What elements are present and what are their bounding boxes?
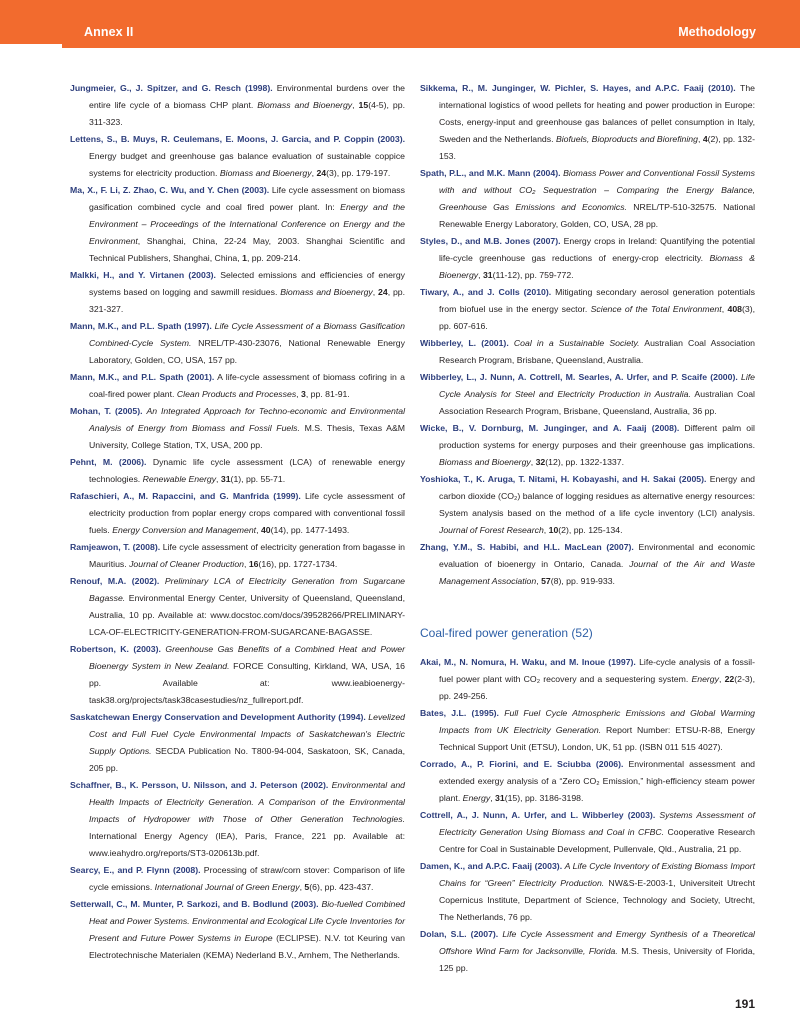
reference-text: Environmental burdens over the entire life cycle of a biomass CHP plant. [89, 83, 405, 110]
reference-text: Energy budget and greenhouse gas balance evaluation of sustainable coppice systems for electricity production. [89, 151, 405, 178]
reference-text: , Shanghai, China, 22-24 May, 2003. Shanghai Scientific and Technical Publishers, Shanghai, China, [89, 236, 405, 263]
reference-title: Coal in a Sustainable Society. [513, 338, 640, 348]
reference-text: , [536, 576, 542, 586]
reference-text: , [244, 559, 249, 569]
reference-author: Jungmeier, G., J. Spitzer, and G. Resch (1998). [70, 83, 273, 93]
reference-text: (16), pp. 1727-1734. [258, 559, 338, 569]
reference-text: Environmental assessment and extended exergy analysis of a “Zero CO₂ Emission,” high-efficiency steam power plant. [439, 759, 756, 803]
reference-entry [70, 267, 405, 318]
reference-text: , [299, 882, 305, 892]
reference-text: , [256, 525, 261, 535]
reference-title: An Integrated Approach for Techno-economic and Environmental Analysis of Energy from Biomass and Fossil Fuels. [89, 406, 405, 433]
reference-author: Yoshioka, T., K. Aruga, T. Nitami, H. Kobayashi, and H. Sakai (2005). [420, 474, 707, 484]
reference-volume: 4 [702, 134, 708, 144]
coal-reference-list [420, 654, 755, 977]
reference-text: (15), pp. 3186-3198. [504, 793, 584, 803]
reference-text: Australian Coal Association Research Program, Brisbane, Queensland, Australia. [439, 338, 756, 365]
reference-entry [70, 454, 405, 488]
reference-title: Biofuels, Bioproducts and Biorefining [555, 134, 698, 144]
reference-title: Biomass & Bioenergy [439, 253, 755, 280]
reference-author: Mann, M.K., and P.L. Spath (2001). [70, 372, 215, 382]
reference-text: FORCE Consulting, Kirkland, WA, USA, 16 pp. Available at: www.ieabioenergy-task38.org/projects/task38casestudies/nz_fullreport.pdf. [89, 661, 405, 705]
reference-text: Selected emissions and efficiencies of energy systems based on logging and sawmill residues. [89, 270, 405, 297]
reference-text: (ECLIPSE). N.V. tot Keuring van Electrotechnische Materialen (KEMA) Nederland B.V., Arnhem, The Netherlands. [89, 933, 406, 960]
reference-title: Energy Conversion and Management [112, 525, 257, 535]
reference-author: Wicke, B., V. Dornburg, M. Junginger, and A. Faaij (2008). [420, 423, 680, 433]
reference-text: Processing of straw/corn stover: Comparison of life cycle emissions. [89, 865, 405, 892]
reference-text: NREL/TP-430-23076, National Renewable Energy Laboratory, Golden, CO, USA, 157 pp. [89, 338, 405, 365]
reference-entry [420, 858, 755, 926]
reference-entry [70, 80, 405, 131]
reference-text: The international logistics of wood pellets for heating and power production in Europe: Costs, energy-input and greenhouse gas balances of pellet consumption in Italy, Sweden and the Netherlands. [439, 83, 755, 144]
section-heading: Coal-fired power generation (52) [420, 626, 593, 640]
reference-text: Environmental Energy Center, University of Queensland, Queensland, Australia, 10 pp. Available at: www.docstoc.com/docs/39528266/PRELIMINARY-LCA-OF-ELECTRICITY-GENERATION-FROM-SUGARCANE-BAGASSE. [89, 593, 405, 637]
reference-text: (3), pp. 179-197. [326, 168, 391, 178]
reference-title: Life Cycle Assessment and Emergy Synthesis of a Theoretical Offshore Wind Farm for Jacksonville, Florida. [439, 929, 755, 956]
reference-volume: 16 [248, 559, 259, 569]
reference-entry [70, 488, 405, 539]
reference-text: , [490, 793, 496, 803]
reference-text: (3), pp. 607-616. [439, 304, 756, 331]
reference-title: Science of the Total Environment [590, 304, 722, 314]
reference-text: (14), pp. 1477-1493. [270, 525, 350, 535]
reference-text: (6), pp. 423-437. [309, 882, 374, 892]
reference-text: NREL/TP-510-32575. National Renewable Energy Laboratory, Golden, CO, USA, 28 pp. [439, 202, 755, 229]
reference-title: A Life Cycle Inventory of Existing Biomass Import Chains for “Green” Electricity Production. [439, 861, 755, 888]
reference-text: Different palm oil production systems for energy purposes and their greenhouse gas implications. [439, 423, 755, 450]
reference-entry [70, 131, 405, 182]
reference-text: Life cycle assessment of electricity production from poplar energy crops compared with conventional fossil fuels. [89, 491, 405, 535]
header-annex-label: Annex II [84, 25, 134, 39]
reference-title: Biomass and Bioenergy [280, 287, 373, 297]
reference-entry [420, 335, 755, 369]
reference-text: , [372, 287, 379, 297]
reference-author: Pehnt, M. (2006). [70, 457, 147, 467]
reference-author: Mann, M.K., and P.L. Spath (1997). [70, 321, 212, 331]
reference-volume: 408 [727, 304, 742, 314]
reference-volume: 32 [535, 457, 546, 467]
reference-author: Zhang, Y.M., S. Habibi, and H.L. MacLean (2007). [420, 542, 634, 552]
reference-volume: 24 [316, 168, 327, 178]
reference-author: Damen, K., and A.P.C. Faaij (2003). [420, 861, 563, 871]
reference-text: , [311, 168, 317, 178]
reference-title: Biomass and Bioenergy [219, 168, 312, 178]
right-column [420, 80, 755, 977]
reference-title: International Journal of Green Energy [154, 882, 300, 892]
reference-entry [420, 539, 755, 590]
reference-text: M.S. Thesis, University of Florida, 125 pp. [439, 946, 755, 973]
reference-text: , [478, 270, 483, 280]
reference-author: Ramjeawon, T. (2008). [70, 542, 161, 552]
page-number: 191 [734, 997, 755, 1011]
reference-text: , [543, 525, 549, 535]
reference-author: Styles, D., and M.B. Jones (2007). [420, 236, 561, 246]
reference-entry [70, 182, 405, 267]
reference-author: Akai, M., N. Nomura, H. Waku, and M. Inoue (1997). [420, 657, 636, 667]
reference-author: Rafaschieri, A., M. Rapaccini, and G. Manfrida (1999). [70, 491, 301, 501]
reference-entry [420, 471, 755, 539]
reference-entry [70, 862, 405, 896]
reference-title: Greenhouse Gas Benefits of a Combined Heat and Power Bioenergy System in New Zealand. [89, 644, 405, 671]
reference-entry [420, 165, 755, 233]
reference-author: Wibberley, L., J. Nunn, A. Cottrell, M. Searles, A. Urfer, and P. Scaife (2000). [420, 372, 738, 382]
reference-text: , [718, 674, 725, 684]
reference-text: (2), pp. 132-153. [439, 134, 756, 161]
reference-volume: 3 [301, 389, 306, 399]
reference-entry [70, 896, 405, 964]
reference-entry [420, 80, 755, 165]
reference-title: Journal of the Air and Waste Management Association [439, 559, 755, 586]
reference-title: Energy [462, 793, 491, 803]
reference-text: Report Number: ETSU-R-88, Energy Technical Support Unit (ETSU), London, UK, 51 pp. (ISBN 011 515 4027). [439, 725, 756, 752]
reference-volume: 1 [242, 253, 247, 263]
reference-author: Robertson, K. (2003). [70, 644, 161, 654]
reference-entry [420, 807, 755, 858]
reference-text: Energy and carbon dioxide (CO₂) balance of logging residues as alternative energy resources: System analysis based on the method of a life cycle inventory (LCI) analysis. [439, 474, 755, 518]
header-tab-notch [0, 44, 62, 48]
reference-title: Life Cycle Analysis for Steel and Electricity Production in Australia. [439, 372, 755, 399]
reference-volume: 31 [482, 270, 493, 280]
reference-author: Malkki, H., and Y. Virtanen (2003). [70, 270, 216, 280]
reference-volume: 31 [220, 474, 231, 484]
reference-volume: 57 [541, 576, 551, 586]
reference-text: Energy crops in Ireland: Quantifying the potential life-cycle greenhouse gas reductions of energy-crop electricity. [439, 236, 755, 263]
right-reference-list [420, 80, 755, 590]
reference-title: Life Cycle Assessment of a Biomass Gasification Combined-Cycle System. [89, 321, 405, 348]
reference-author: Corrado, A., P. Fiorini, and E. Sciubba (2006). [420, 759, 624, 769]
reference-text: (8), pp. 919-933. [550, 576, 615, 586]
reference-author: Renouf, M.A. (2002). [70, 576, 160, 586]
reference-entry [70, 709, 405, 777]
reference-title: Journal of Forest Research [439, 525, 544, 535]
reference-title: Environmental and Health Impacts of Electricity Generation. A Comparison of the Environmental Impacts of Hydropower with Those of Other Generation Technologies. [89, 780, 405, 824]
reference-text: (11-12), pp. 759-772. [492, 270, 574, 280]
reference-title: Energy [691, 674, 719, 684]
reference-text: Australian Coal Association Research Program, Brisbane, Queensland, Australia, 36 pp. [439, 389, 755, 416]
reference-entry [420, 369, 755, 420]
reference-entry [420, 284, 755, 335]
reference-entry [420, 926, 755, 977]
reference-volume: 40 [260, 525, 271, 535]
reference-title: Biomass and Bioenergy [257, 100, 353, 110]
reference-text: Cooperative Research Centre for Coal in Sustainable Development, Pullenvale, Qld., Australia, 21 pp. [439, 827, 755, 854]
reference-author: Tiwary, A., and J. Colls (2010). [420, 287, 552, 297]
reference-text: , pp. 321-327. [89, 287, 406, 314]
reference-text: , [721, 304, 728, 314]
reference-text: Life cycle assessment of electricity generation from bagasse in Mauritius. [89, 542, 405, 569]
reference-text: , [216, 474, 221, 484]
reference-text: NW&S-E-2003-1, Universiteit Utrecht Copernicus Institute, Department of Science, Technology and Society, Utrecht, The Netherlands, 76 pp. [439, 878, 755, 922]
reference-title: Full Fuel Cycle Atmospheric Emissions and Global Warming Impacts from UK Electricity Generation. [439, 708, 755, 735]
reference-entry [420, 654, 755, 705]
reference-entry [420, 705, 755, 756]
reference-text: Dynamic life cycle assessment (LCA) of renewable energy technologies. [89, 457, 405, 484]
reference-text: Life cycle assessment on biomass gasification combined cycle and coal fired power plant. In: [89, 185, 405, 212]
reference-title: Renewable Energy [142, 474, 217, 484]
reference-entry [70, 777, 405, 862]
reference-author: Lettens, S., B. Muys, R. Ceulemans, E. Moons, J. Garcia, and P. Coppin (2003). [70, 134, 405, 144]
reference-author: Wibberley, L. (2001). [420, 338, 509, 348]
reference-title: Clean Products and Processes [176, 389, 297, 399]
reference-volume: 22 [724, 674, 735, 684]
reference-author: Dolan, S.L. (2007). [420, 929, 499, 939]
reference-author: Sikkema, R., M. Junginger, W. Pichler, S. Hayes, and A.P.C. Faaij (2010). [420, 83, 736, 93]
reference-text: Mitigating secondary aerosol generation potentials from biofuel use in the energy sector. [439, 287, 756, 314]
reference-entry [70, 539, 405, 573]
reference-volume: 5 [304, 882, 310, 892]
reference-title: Levelized Cost and Full Fuel Cycle Environmental Impacts of Saskatchewan's Electric Supply Options. [89, 712, 405, 756]
reference-text: (4-5), pp. 311-323. [89, 100, 405, 127]
reference-author: Setterwall, C., M. Munter, P. Sarkozi, and B. Bodlund (2003). [70, 899, 319, 909]
reference-text: (2), pp. 125-134. [558, 525, 623, 535]
reference-text: (2-3), pp. 249-256. [439, 674, 755, 701]
left-column [70, 80, 405, 964]
reference-author: Saskatchewan Energy Conservation and Development Authority (1994). [70, 712, 366, 722]
reference-text: Environmental and economic evaluation of bioenergy in Ontario, Canada. [439, 542, 755, 569]
reference-author: Bates, J.L. (1995). [420, 708, 499, 718]
reference-text: (12), pp. 1322-1337. [545, 457, 624, 467]
reference-author: Ma, X., F. Li, Z. Zhao, C. Wu, and Y. Chen (2003). [70, 185, 270, 195]
reference-text: International Energy Agency (IEA), Paris, France, 221 pp. Available at: www.ieahydro.org/reports/ST3-020613b.pdf. [89, 831, 405, 858]
reference-text: Life-cycle analysis of a fossil-fuel power plant with CO₂ recovery and a sequestering system. [439, 657, 755, 684]
reference-volume: 10 [548, 525, 559, 535]
reference-author: Searcy, E., and P. Flynn (2008). [70, 865, 201, 875]
reference-entry [70, 641, 405, 709]
reference-volume: 31 [495, 793, 505, 803]
reference-author: Mohan, T. (2005). [70, 406, 143, 416]
reference-entry [420, 233, 755, 284]
reference-entry [70, 573, 405, 641]
page-header [0, 0, 800, 48]
reference-text: , pp. 81-91. [305, 389, 350, 399]
reference-text: , [697, 134, 703, 144]
reference-title: Preliminary LCA of Electricity Generation from Sugarcane Bagasse. [89, 576, 405, 603]
reference-title: Biomass Power and Conventional Fossil Systems with and without CO₂ Sequestration – Comparing the Energy Balance, Greenhouse Gas Emissions and Economics. [439, 168, 755, 212]
reference-title: Biomass and Bioenergy [439, 457, 531, 467]
reference-author: Schaffner, B., K. Persson, U. Nilsson, and J. Peterson (2002). [70, 780, 329, 790]
reference-entry [70, 369, 405, 403]
reference-title: Systems Assessment of Electricity Generation Using Biomass and Coal in CFBC. [439, 810, 755, 837]
reference-volume: 15 [358, 100, 369, 110]
reference-entry [420, 420, 755, 471]
reference-title: Bio-fuelled Combined Heat and Power Systems. Environmental and Ecological Life Cycle Inventories for Present and Future Power Systems in Europe [89, 899, 405, 943]
reference-text: , [296, 389, 301, 399]
reference-author: Spath, P.L., and M.K. Mann (2004). [420, 168, 561, 178]
reference-text: M.S. Thesis, Texas A&M University, College Station, TX, USA, 200 pp. [89, 423, 405, 450]
reference-entry [420, 756, 755, 807]
reference-text: , [530, 457, 536, 467]
reference-text: A life-cycle assessment of biomass cofiring in a coal-fired power plant. [89, 372, 406, 399]
reference-text: SECDA Publication No. T800-94-004, Saskatoon, SK, Canada, 205 pp. [89, 746, 405, 773]
reference-author: Cottrell, A., J. Nunn, A. Urfer, and L. Wibberley (2003). [420, 810, 656, 820]
reference-text: , pp. 209-214. [246, 253, 301, 263]
reference-text: (1), pp. 55-71. [230, 474, 286, 484]
reference-entry [70, 318, 405, 369]
reference-text: , [352, 100, 359, 110]
header-section-label: Methodology [678, 25, 756, 39]
reference-entry [70, 403, 405, 454]
reference-volume: 24 [378, 287, 388, 297]
reference-title: Energy and the Environment – Proceedings of the International Conference on Energy and the Environment [89, 202, 405, 246]
reference-title: Journal of Cleaner Production [129, 559, 245, 569]
